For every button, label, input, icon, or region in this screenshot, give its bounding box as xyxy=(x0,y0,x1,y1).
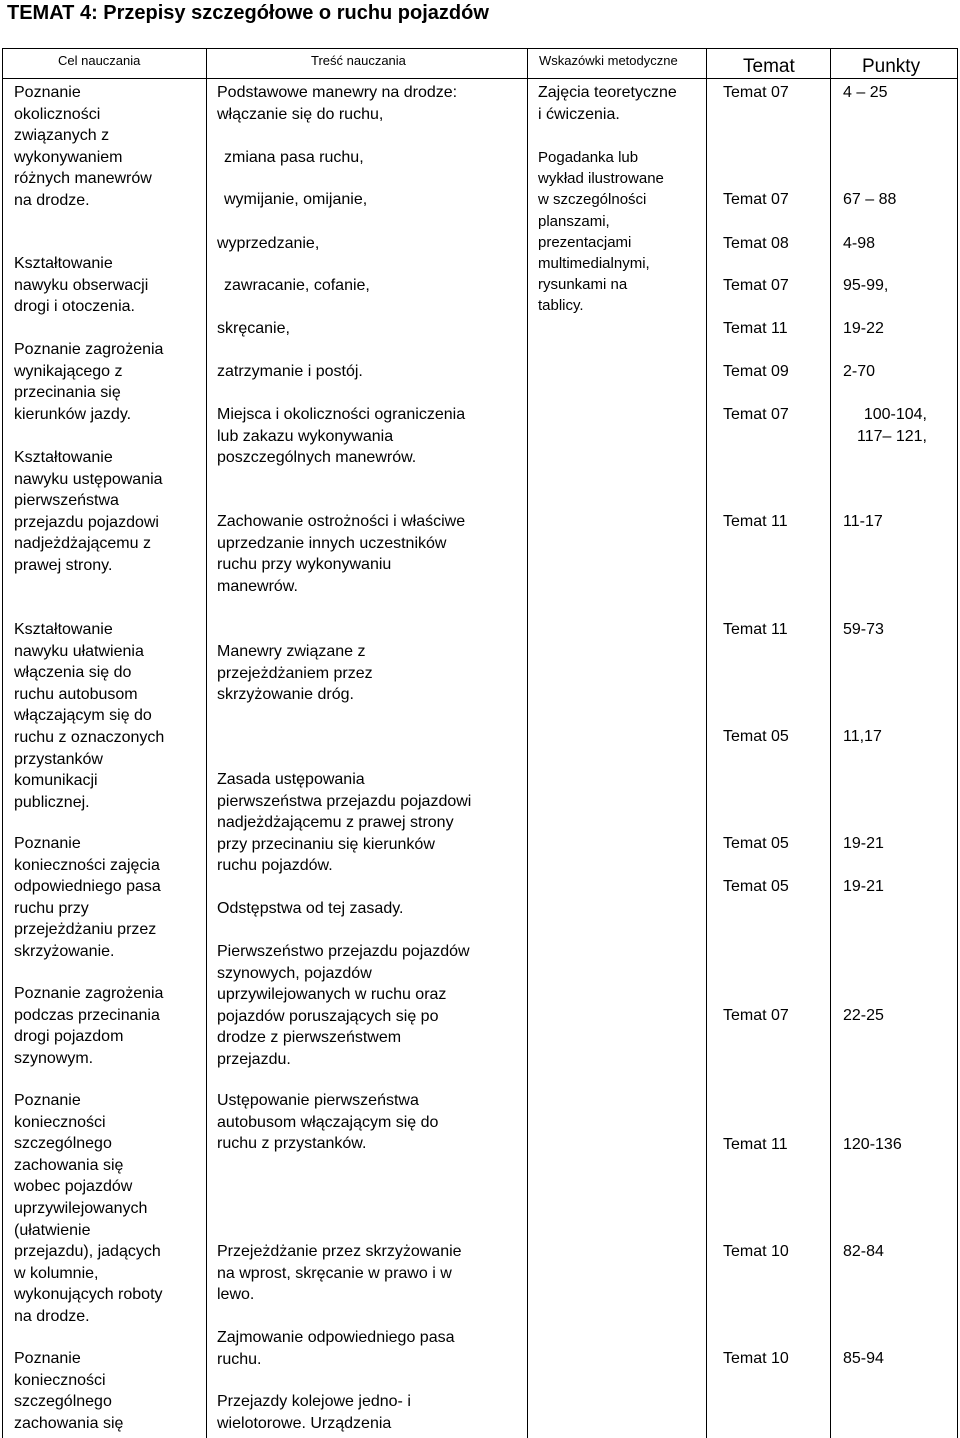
header-bottom-border xyxy=(2,78,958,79)
punkty-item: 82-84 xyxy=(843,1243,884,1260)
table-right-border xyxy=(957,48,958,1438)
temat-item: Temat 05 xyxy=(723,728,789,745)
wskazowki-item: Zajęcia teoretyczne i ćwiczenia. xyxy=(538,84,677,123)
column-divider-2 xyxy=(527,48,528,1438)
tresc-item: Odstępstwa od tej zasady. xyxy=(217,900,404,917)
tresc-item: Przejazdy kolejowe jedno- i wielotorowe. Urządzenia xyxy=(217,1393,411,1432)
punkty-item: 22-25 xyxy=(843,1007,884,1024)
punkty-item: 4 – 25 xyxy=(843,84,888,101)
temat-item: Temat 10 xyxy=(723,1243,789,1260)
temat-item: Temat 09 xyxy=(723,363,789,380)
punkty-item: 2-70 xyxy=(843,363,876,380)
tresc-item: Pierwszeństwo przejazdu pojazdów szynowych, pojazdów uprzywilejowanych w ruchu oraz pojazdów poruszających się po drodze z pierwszeństwem przejazdu. xyxy=(217,943,470,1068)
cel-item: Kształtowanie nawyku ułatwienia włączenia się do ruchu autobusom włączającym się do ruchu z oznaczonych przystanków komunikacji publicznej. xyxy=(14,621,165,811)
tresc-item: wymijanie, omijanie, xyxy=(224,191,368,208)
punkty-item: 67 – 88 xyxy=(843,191,897,208)
column-divider-1 xyxy=(206,48,207,1438)
header-top-border xyxy=(2,48,958,49)
table-left-border xyxy=(2,48,3,1438)
punkty-item: 11,17 xyxy=(843,728,882,745)
tresc-item: Zasada ustępowania pierwszeństwa przejazdu pojazdowi nadjeżdżającemu z prawej strony przy przecinaniu się kierunków ruchu pojazdów. xyxy=(217,771,472,875)
tresc-item: Manewry związane z przejeżdżaniem przez skrzyżowanie dróg. xyxy=(217,643,373,704)
temat-item: Temat 05 xyxy=(723,878,789,895)
temat-item: Temat 07 xyxy=(723,1007,789,1024)
punkty-item: 95-99, xyxy=(843,277,889,294)
punkty-item: 19-21 xyxy=(843,878,884,895)
tresc-item: zawracanie, cofanie, xyxy=(224,277,370,294)
temat-item: Temat 07 xyxy=(723,84,789,101)
punkty-item: 85-94 xyxy=(843,1350,884,1367)
temat-item: Temat 07 xyxy=(723,277,789,294)
tresc-item: Zajmowanie odpowiedniego pasa ruchu. xyxy=(217,1329,455,1368)
tresc-item: Przejeżdżanie przez skrzyżowanie na wprost, skręcanie w prawo i w lewo. xyxy=(217,1243,462,1304)
punkty-item: 59-73 xyxy=(843,621,884,638)
header-tresc: Treść nauczania xyxy=(311,53,406,68)
punkty-item: 100-104, 117– 121, xyxy=(857,406,927,445)
temat-item: Temat 11 xyxy=(723,621,788,638)
temat-item: Temat 07 xyxy=(723,191,789,208)
cel-item: Kształtowanie nawyku ustępowania pierwszeństwa przejazdu pojazdowi nadjeżdżającemu z prawej strony. xyxy=(14,449,163,574)
cel-item: Poznanie konieczności zajęcia odpowiedniego pasa ruchu przy przejeżdżaniu przez skrzyżowanie. xyxy=(14,835,161,960)
tresc-item: Podstawowe manewry na drodze: włączanie się do ruchu, xyxy=(217,84,458,123)
tresc-item: zmiana pasa ruchu, xyxy=(224,149,364,166)
punkty-item: 4-98 xyxy=(843,235,876,252)
punkty-item: 19-21 xyxy=(843,835,884,852)
cel-item: Poznanie zagrożenia podczas przecinania drogi pojazdom szynowym. xyxy=(14,985,164,1067)
tresc-item: Miejsca i okoliczności ograniczenia lub zakazu wykonywania poszczególnych manewrów. xyxy=(217,406,466,467)
cel-item: Poznanie konieczności szczególnego zachowania się xyxy=(14,1350,124,1432)
temat-item: Temat 07 xyxy=(723,406,789,423)
page-title: TEMAT 4: Przepisy szczegółowe o ruchu pojazdów xyxy=(7,2,489,24)
temat-item: Temat 05 xyxy=(723,835,789,852)
header-cel: Cel nauczania xyxy=(58,53,141,68)
temat-item: Temat 11 xyxy=(723,320,788,337)
temat-item: Temat 11 xyxy=(723,1136,788,1153)
temat-item: Temat 11 xyxy=(723,513,788,530)
wskazowki-item: Pogadanka lub wykład ilustrowane w szczególności planszami, prezentacjami multimedialnymi, rysunkami na tablicy. xyxy=(538,149,664,315)
column-divider-3 xyxy=(706,48,707,1438)
temat-item: Temat 08 xyxy=(723,235,789,252)
punkty-item: 120-136 xyxy=(843,1136,902,1153)
tresc-item: wyprzedzanie, xyxy=(217,235,320,252)
header-wskazowki: Wskazówki metodyczne xyxy=(539,53,678,68)
tresc-item: Zachowanie ostrożności i właściwe uprzedzanie innych uczestników ruchu przy wykonywaniu manewrów. xyxy=(217,513,466,595)
temat-item: Temat 10 xyxy=(723,1350,789,1367)
punkty-item: 19-22 xyxy=(843,320,884,337)
header-temat: Temat xyxy=(743,56,795,77)
tresc-item: Ustępowanie pierwszeństwa autobusom włączającym się do ruchu z przystanków. xyxy=(217,1092,439,1153)
cel-item: Poznanie zagrożenia wynikającego z przecinania się kierunków jazdy. xyxy=(14,341,164,423)
cel-item: Kształtowanie nawyku obserwacji drogi i otoczenia. xyxy=(14,255,149,316)
punkty-item: 11-17 xyxy=(843,513,883,530)
tresc-item: zatrzymanie i postój. xyxy=(217,363,363,380)
tresc-item: skręcanie, xyxy=(217,320,290,337)
cel-item: Poznanie okoliczności związanych z wykonywaniem różnych manewrów na drodze. xyxy=(14,84,152,209)
header-punkty: Punkty xyxy=(862,56,921,77)
column-divider-4 xyxy=(830,48,831,1438)
cel-item: Poznanie konieczności szczególnego zachowania się wobec pojazdów uprzywilejowanych (ułatwienie przejazdu), jadących w kolumnie, wykonujących roboty na drodze. xyxy=(14,1092,163,1325)
